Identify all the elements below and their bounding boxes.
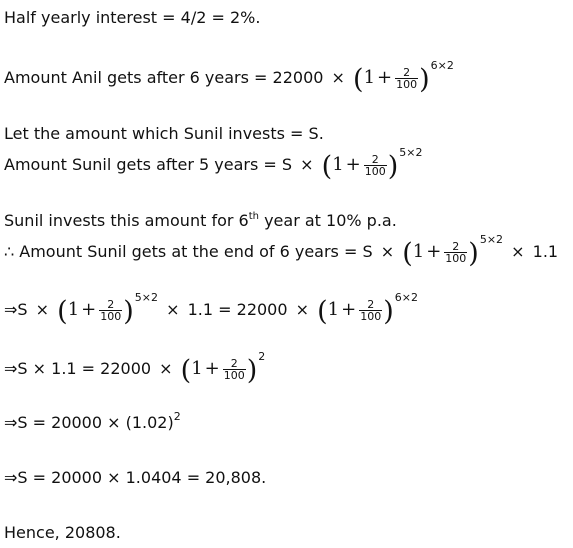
- one: 1: [191, 358, 203, 379]
- text: ⇒S × 1.1 = 22000: [4, 359, 152, 378]
- denominator: 100: [100, 310, 122, 323]
- left-paren: (: [180, 355, 192, 386]
- superscript-th: th: [248, 211, 259, 222]
- plus: +: [377, 67, 393, 88]
- exponent: 5×2: [479, 233, 504, 246]
- superscript-2: 2: [173, 410, 181, 423]
- text: Let the amount which Sunil invests = S.: [4, 124, 324, 143]
- numerator: 2: [403, 66, 411, 79]
- denominator: 100: [360, 310, 382, 323]
- exponent: 5×2: [399, 146, 423, 159]
- one: 1: [327, 299, 340, 320]
- line-half-yearly-interest: [4, 8, 260, 28]
- denominator: 100: [364, 165, 386, 178]
- times-sign: ×: [295, 300, 310, 319]
- line-equation-3: [4, 410, 181, 433]
- exponent: 6×2: [394, 291, 418, 304]
- numerator: 2: [452, 240, 460, 253]
- right-paren: ): [468, 238, 479, 269]
- times-sign: ×: [159, 359, 173, 378]
- line-answer: [4, 523, 121, 543]
- right-paren: ): [387, 151, 399, 182]
- left-paren: (: [353, 64, 364, 95]
- plus: +: [426, 241, 442, 262]
- fraction: [99, 299, 122, 322]
- left-paren: (: [321, 151, 333, 182]
- exponent: 2: [258, 350, 266, 363]
- times-sign: ×: [300, 155, 314, 174]
- text: ∴ Amount Sunil gets at the end of 6 years = S: [4, 242, 373, 261]
- text-post: year at 10% p.a.: [258, 211, 397, 230]
- right-paren: ): [383, 296, 394, 327]
- times-sign: ×: [380, 242, 395, 261]
- numerator: 2: [371, 153, 379, 166]
- plus: +: [81, 299, 97, 320]
- left-paren: (: [57, 296, 68, 327]
- fraction: [364, 154, 387, 177]
- denominator: 100: [396, 78, 418, 91]
- times-sign: ×: [331, 68, 345, 87]
- denominator: 100: [223, 369, 245, 382]
- times-sign: ×: [166, 300, 180, 319]
- one: 1: [67, 299, 80, 320]
- text: Hence, 20808.: [4, 523, 121, 542]
- left-paren: (: [402, 238, 413, 269]
- fraction: [359, 299, 382, 322]
- one: 1: [363, 67, 376, 88]
- plus: +: [341, 299, 357, 320]
- line-let-amount: [4, 124, 324, 144]
- plus: +: [204, 358, 220, 379]
- text: Amount Sunil gets after 5 years = S: [4, 155, 293, 174]
- right-paren: ): [246, 355, 258, 386]
- text: ⇒S: [4, 300, 28, 319]
- times-sign: ×: [511, 242, 525, 261]
- right-paren: ): [123, 296, 134, 327]
- fraction: [395, 67, 418, 90]
- numerator: 2: [367, 298, 375, 311]
- one: 1: [332, 154, 344, 175]
- times-sign: ×: [35, 300, 50, 319]
- text: ⇒S = 20000 × (1.02): [4, 413, 174, 432]
- line-equation-4: [4, 468, 266, 488]
- text: ⇒S = 20000 × 1.0404 = 20,808.: [4, 468, 267, 487]
- denominator: 100: [445, 252, 467, 265]
- text-mid: 1.1 = 22000: [187, 300, 288, 319]
- text: Amount Anil gets after 6 years = 22000: [4, 68, 324, 87]
- text: Half yearly interest = 4/2 = 2%.: [4, 8, 261, 27]
- fraction: [444, 241, 467, 264]
- line-equation-2: [4, 350, 266, 386]
- text-post: 1.1: [532, 242, 559, 261]
- right-paren: ): [419, 64, 430, 95]
- numerator: 2: [230, 357, 238, 370]
- left-paren: (: [317, 296, 328, 327]
- plus: +: [345, 154, 361, 175]
- exponent: 5×2: [134, 291, 159, 304]
- exponent: 6×2: [430, 59, 454, 72]
- one: 1: [412, 241, 425, 262]
- fraction: [223, 358, 246, 381]
- line-sunil-invests: [4, 211, 397, 231]
- text: Sunil invests this amount for 6: [4, 211, 249, 230]
- numerator: 2: [107, 298, 115, 311]
